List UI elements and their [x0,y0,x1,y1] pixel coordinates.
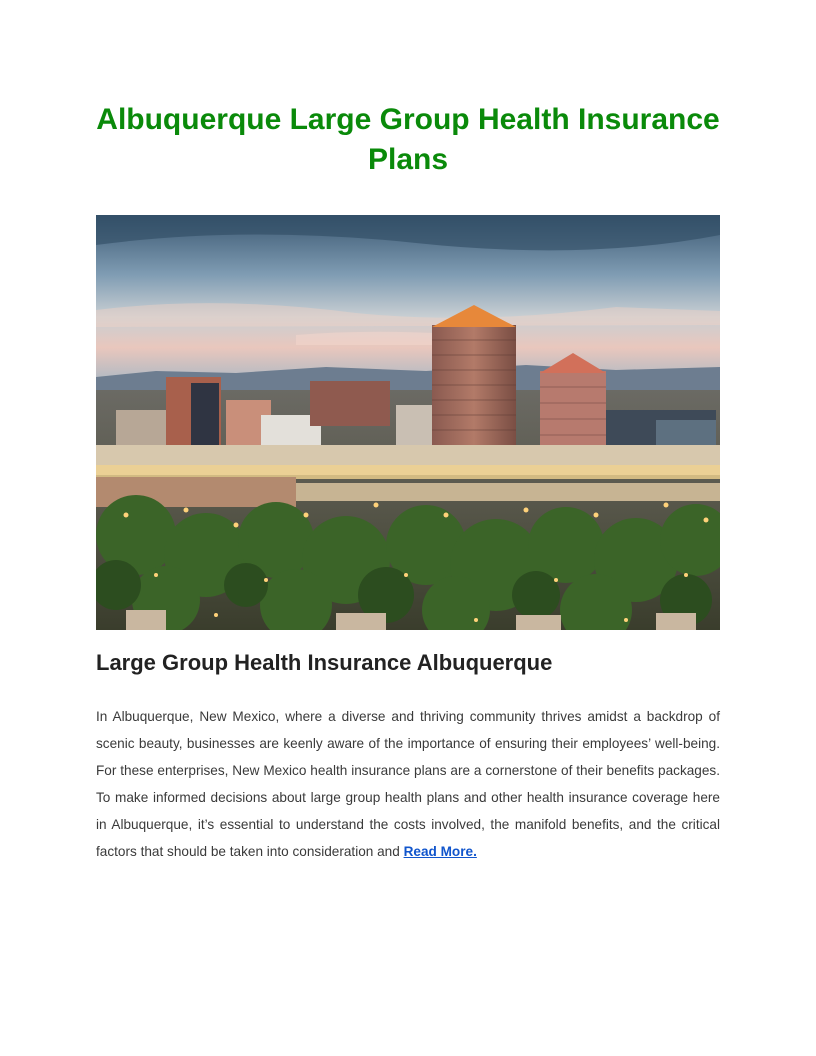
section-heading: Large Group Health Insurance Albuquerque [96,650,553,675]
page-title: Albuquerque Large Group Health Insurance Plans [96,103,720,176]
read-more-link[interactable]: Read More. [403,844,477,859]
body-paragraph [96,703,720,865]
paragraph-text: In Albuquerque, New Mexico, where a diverse and thriving community thrives amidst a backdrop of scenic beauty, businesses are keenly aware of the importance of ensuring their employees’ well-being. For these enterprises, New Mexico health insurance plans are a cornerstone of their benefits packages. To make informed decisions about large group health plans and other health insurance coverage here in Albuquerque, it’s essential to understand the costs involved, the manifold benefits, and the critical factors that should be taken into consideration and [96,709,720,859]
second-tower [540,371,606,449]
skyline-photo [96,215,720,630]
